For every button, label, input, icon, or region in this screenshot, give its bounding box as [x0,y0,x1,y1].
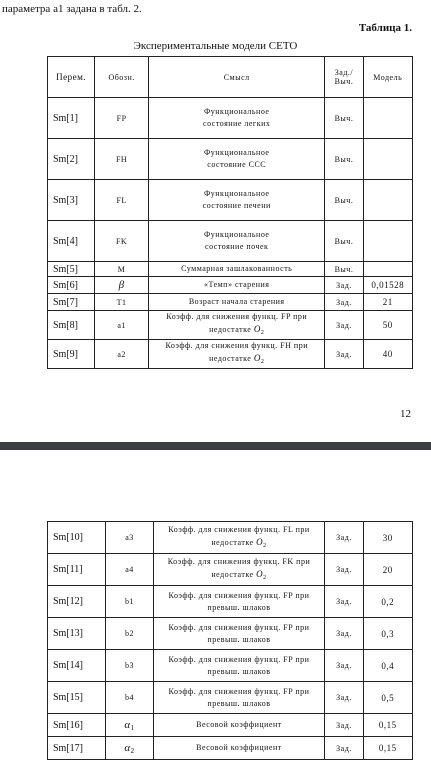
meaning-line-1: Коэфф. для снижения функц. FK при [167,556,311,566]
model-cell [363,139,412,180]
kind-cell: Зад. [325,277,363,294]
header-variable: Перем. [48,57,95,98]
variable-cell: Sm[15] [48,682,106,714]
oxygen-subscript: 2 [263,574,267,581]
oxygen-symbol: O [256,568,264,579]
kind-cell: Выч. [325,180,363,221]
code-symbol: b1 [124,597,134,606]
model-cell: 0,01528 [363,277,412,294]
meaning-line-1: Коэфф. для снижения функц. FP при [168,654,310,664]
code-symbol: FL [116,195,127,205]
variable-cell: Sm[6] [48,277,95,294]
kind-cell: Зад. [325,311,363,340]
meaning-cell [153,682,325,714]
meaning-line-1: Коэфф. для снижения функц. FL при [168,524,310,534]
meaning-cell [153,650,325,682]
code-cell [95,277,149,294]
table-row [48,682,413,714]
variable-cell: Sm[16] [48,714,106,737]
kind-cell: Зад. [325,554,363,586]
table-row [48,554,413,586]
code-cell [106,737,153,760]
oxygen-subscript: 2 [260,359,265,365]
meaning-cell [153,737,325,760]
meaning-line-1: Суммарная зашлакованность [181,264,293,273]
oxygen-subscript: 2 [263,542,267,549]
table-row [48,714,413,737]
meaning-line-1: Весовой коэффициент [196,743,282,752]
kind-cell: Выч. [325,221,363,262]
code-symbol: α [124,718,131,731]
table-number: Таблица 1. [358,22,412,34]
code-symbol: FP [116,113,127,123]
table-row [48,650,413,682]
oxygen-symbol: O [256,536,264,547]
variable-cell: Sm[3] [48,180,95,221]
code-subscript: 2 [130,746,135,755]
code-symbol: M [117,264,126,274]
meaning-line-1: Возраст начала старения [188,297,285,306]
oxygen-formula [254,324,265,334]
variable-cell: Sm[10] [48,522,106,554]
meaning-line-1: Коэфф. для снижения функц. FP при [168,686,310,696]
meaning-cell [153,522,325,554]
model-cell: 20 [363,554,412,586]
code-cell [95,262,149,277]
kind-cell: Зад. [325,714,363,737]
table-row [48,311,413,340]
code-cell [95,221,149,262]
meaning-cell [149,340,325,369]
model-cell [363,221,412,262]
model-cell: 21 [363,294,412,311]
variable-cell: Sm[5] [48,262,95,277]
meaning-line-1: Весовой коэффициент [196,720,282,729]
kind-cell: Зад. [325,522,363,554]
model-cell [363,262,412,277]
variable-cell: Sm[11] [48,554,106,586]
meaning-line-2: превыш. шлаков [207,602,271,612]
kind-cell: Зад. [325,294,363,311]
meaning-line-2: превыш. шлаков [207,666,271,676]
kind-cell: Выч. [325,262,363,277]
kind-cell: Зад. [325,340,363,369]
code-symbol: FK [115,236,128,246]
model-cell: 40 [363,340,412,369]
code-symbol: b4 [124,693,134,702]
document-page-2 [0,481,431,782]
meaning-cell [153,618,325,650]
code-cell [95,98,149,139]
kind-cell: Зад. [325,650,363,682]
code-symbol: a3 [125,533,134,542]
meaning-line-2: недостатке [209,354,252,363]
model-cell: 0,15 [363,737,412,760]
table-row [48,98,413,139]
table-row [48,139,413,180]
meaning-line-1: Коэфф. для снижения функц. FP при [168,622,310,632]
header-code: Обозн. [95,57,149,98]
code-symbol: b3 [124,661,134,670]
meaning-cell [149,98,325,139]
kind-cell: Зад. [325,682,363,714]
table-row [48,522,413,554]
model-cell: 0,15 [363,714,412,737]
variable-cell: Sm[8] [48,311,95,340]
table-header-row [48,57,413,98]
code-symbol: a2 [117,349,126,359]
model-cell [363,98,412,139]
table-row [48,294,413,311]
meaning-line-2: состояние ССС [207,160,267,169]
code-cell [106,682,153,714]
code-symbol: T1 [116,297,127,307]
meaning-cell [149,180,325,221]
header-meaning: Смысл [149,57,325,98]
meaning-line-2: превыш. шлаков [207,634,271,644]
meaning-cell [149,277,325,294]
meaning-cell [149,262,325,277]
meaning-line-2: состояние печени [202,201,271,210]
viewer-divider-bar [0,442,431,450]
table-row [48,340,413,369]
meaning-line-2: недостатке [209,325,252,334]
meaning-cell [149,221,325,262]
meaning-line-1: Функциональное [203,189,270,198]
model-cell: 0,4 [363,650,412,682]
code-subscript: 1 [130,723,135,732]
variable-cell: Sm[7] [48,294,95,311]
code-symbol: b2 [124,629,134,638]
code-cell [106,618,153,650]
meaning-cell [149,294,325,311]
meaning-line-2: недостатке [211,537,254,547]
table-row [48,180,413,221]
code-cell [95,340,149,369]
meaning-line-1: Функциональное [203,107,270,116]
table-row [48,586,413,618]
oxygen-symbol: O [253,324,261,334]
code-cell [106,586,153,618]
model-cell: 0,3 [363,618,412,650]
model-cell: 30 [363,522,412,554]
model-cell: 50 [363,311,412,340]
kind-cell: Выч. [325,98,363,139]
meaning-line-2: превыш. шлаков [207,698,271,708]
kind-cell: Зад. [325,618,363,650]
variable-cell: Sm[13] [48,618,106,650]
table-row [48,737,413,760]
header-kind: Зад./ Выч. [325,57,363,98]
code-symbol: a4 [125,565,134,574]
code-cell [95,139,149,180]
model-cell: 0,5 [363,682,412,714]
header-model: Модель [363,57,412,98]
code-cell [95,294,149,311]
models-table-part-1 [47,56,413,369]
page-separator [0,442,431,481]
meaning-line-1: Функциональное [203,148,270,157]
page-number: 12 [400,408,411,420]
table-row [48,277,413,294]
meaning-cell [153,554,325,586]
code-cell [95,180,149,221]
oxygen-subscript: 2 [260,330,265,336]
meaning-cell [153,714,325,737]
meaning-cell [149,311,325,340]
code-symbol: FH [115,154,128,164]
meaning-line-1: Коэфф. для снижения функц. FH при [165,341,308,350]
table-row [48,262,413,277]
code-symbol: β [118,279,125,291]
variable-cell: Sm[12] [48,586,106,618]
model-cell [363,180,412,221]
variable-cell: Sm[17] [48,737,106,760]
oxygen-symbol: O [253,353,261,363]
meaning-line-1: Функциональное [203,230,270,239]
kind-cell: Зад. [325,737,363,760]
meaning-cell [149,139,325,180]
table-title: Экспериментальные модели СЕТО [133,40,298,52]
intro-text: параметра a1 задана в табл. 2. [2,3,142,15]
code-cell [106,522,153,554]
code-cell [106,714,153,737]
meaning-line-2: недостатке [211,569,254,579]
variable-cell: Sm[2] [48,139,95,180]
code-symbol: a1 [117,320,126,330]
code-cell [95,311,149,340]
oxygen-formula [254,353,265,363]
oxygen-formula [256,537,267,547]
code-symbol: α [124,741,131,754]
meaning-line-2: состояние легких [203,119,271,128]
meaning-line-1: Коэфф. для снижения функц. FP при [168,590,310,600]
meaning-line-1: Коэфф. для снижения функц. FP при [166,312,308,321]
meaning-cell [153,586,325,618]
kind-cell: Зад. [325,586,363,618]
code-cell [106,650,153,682]
models-table-part-2 [47,521,413,760]
variable-cell: Sm[14] [48,650,106,682]
table-row [48,618,413,650]
variable-cell: Sm[1] [48,98,95,139]
meaning-line-2: состояние почек [205,242,269,251]
code-cell [106,554,153,586]
table-row [48,221,413,262]
kind-cell: Выч. [325,139,363,180]
model-cell: 0,2 [363,586,412,618]
oxygen-formula [256,569,267,579]
variable-cell: Sm[9] [48,340,95,369]
variable-cell: Sm[4] [48,221,95,262]
meaning-line-1: «Темп» старения [203,280,270,289]
